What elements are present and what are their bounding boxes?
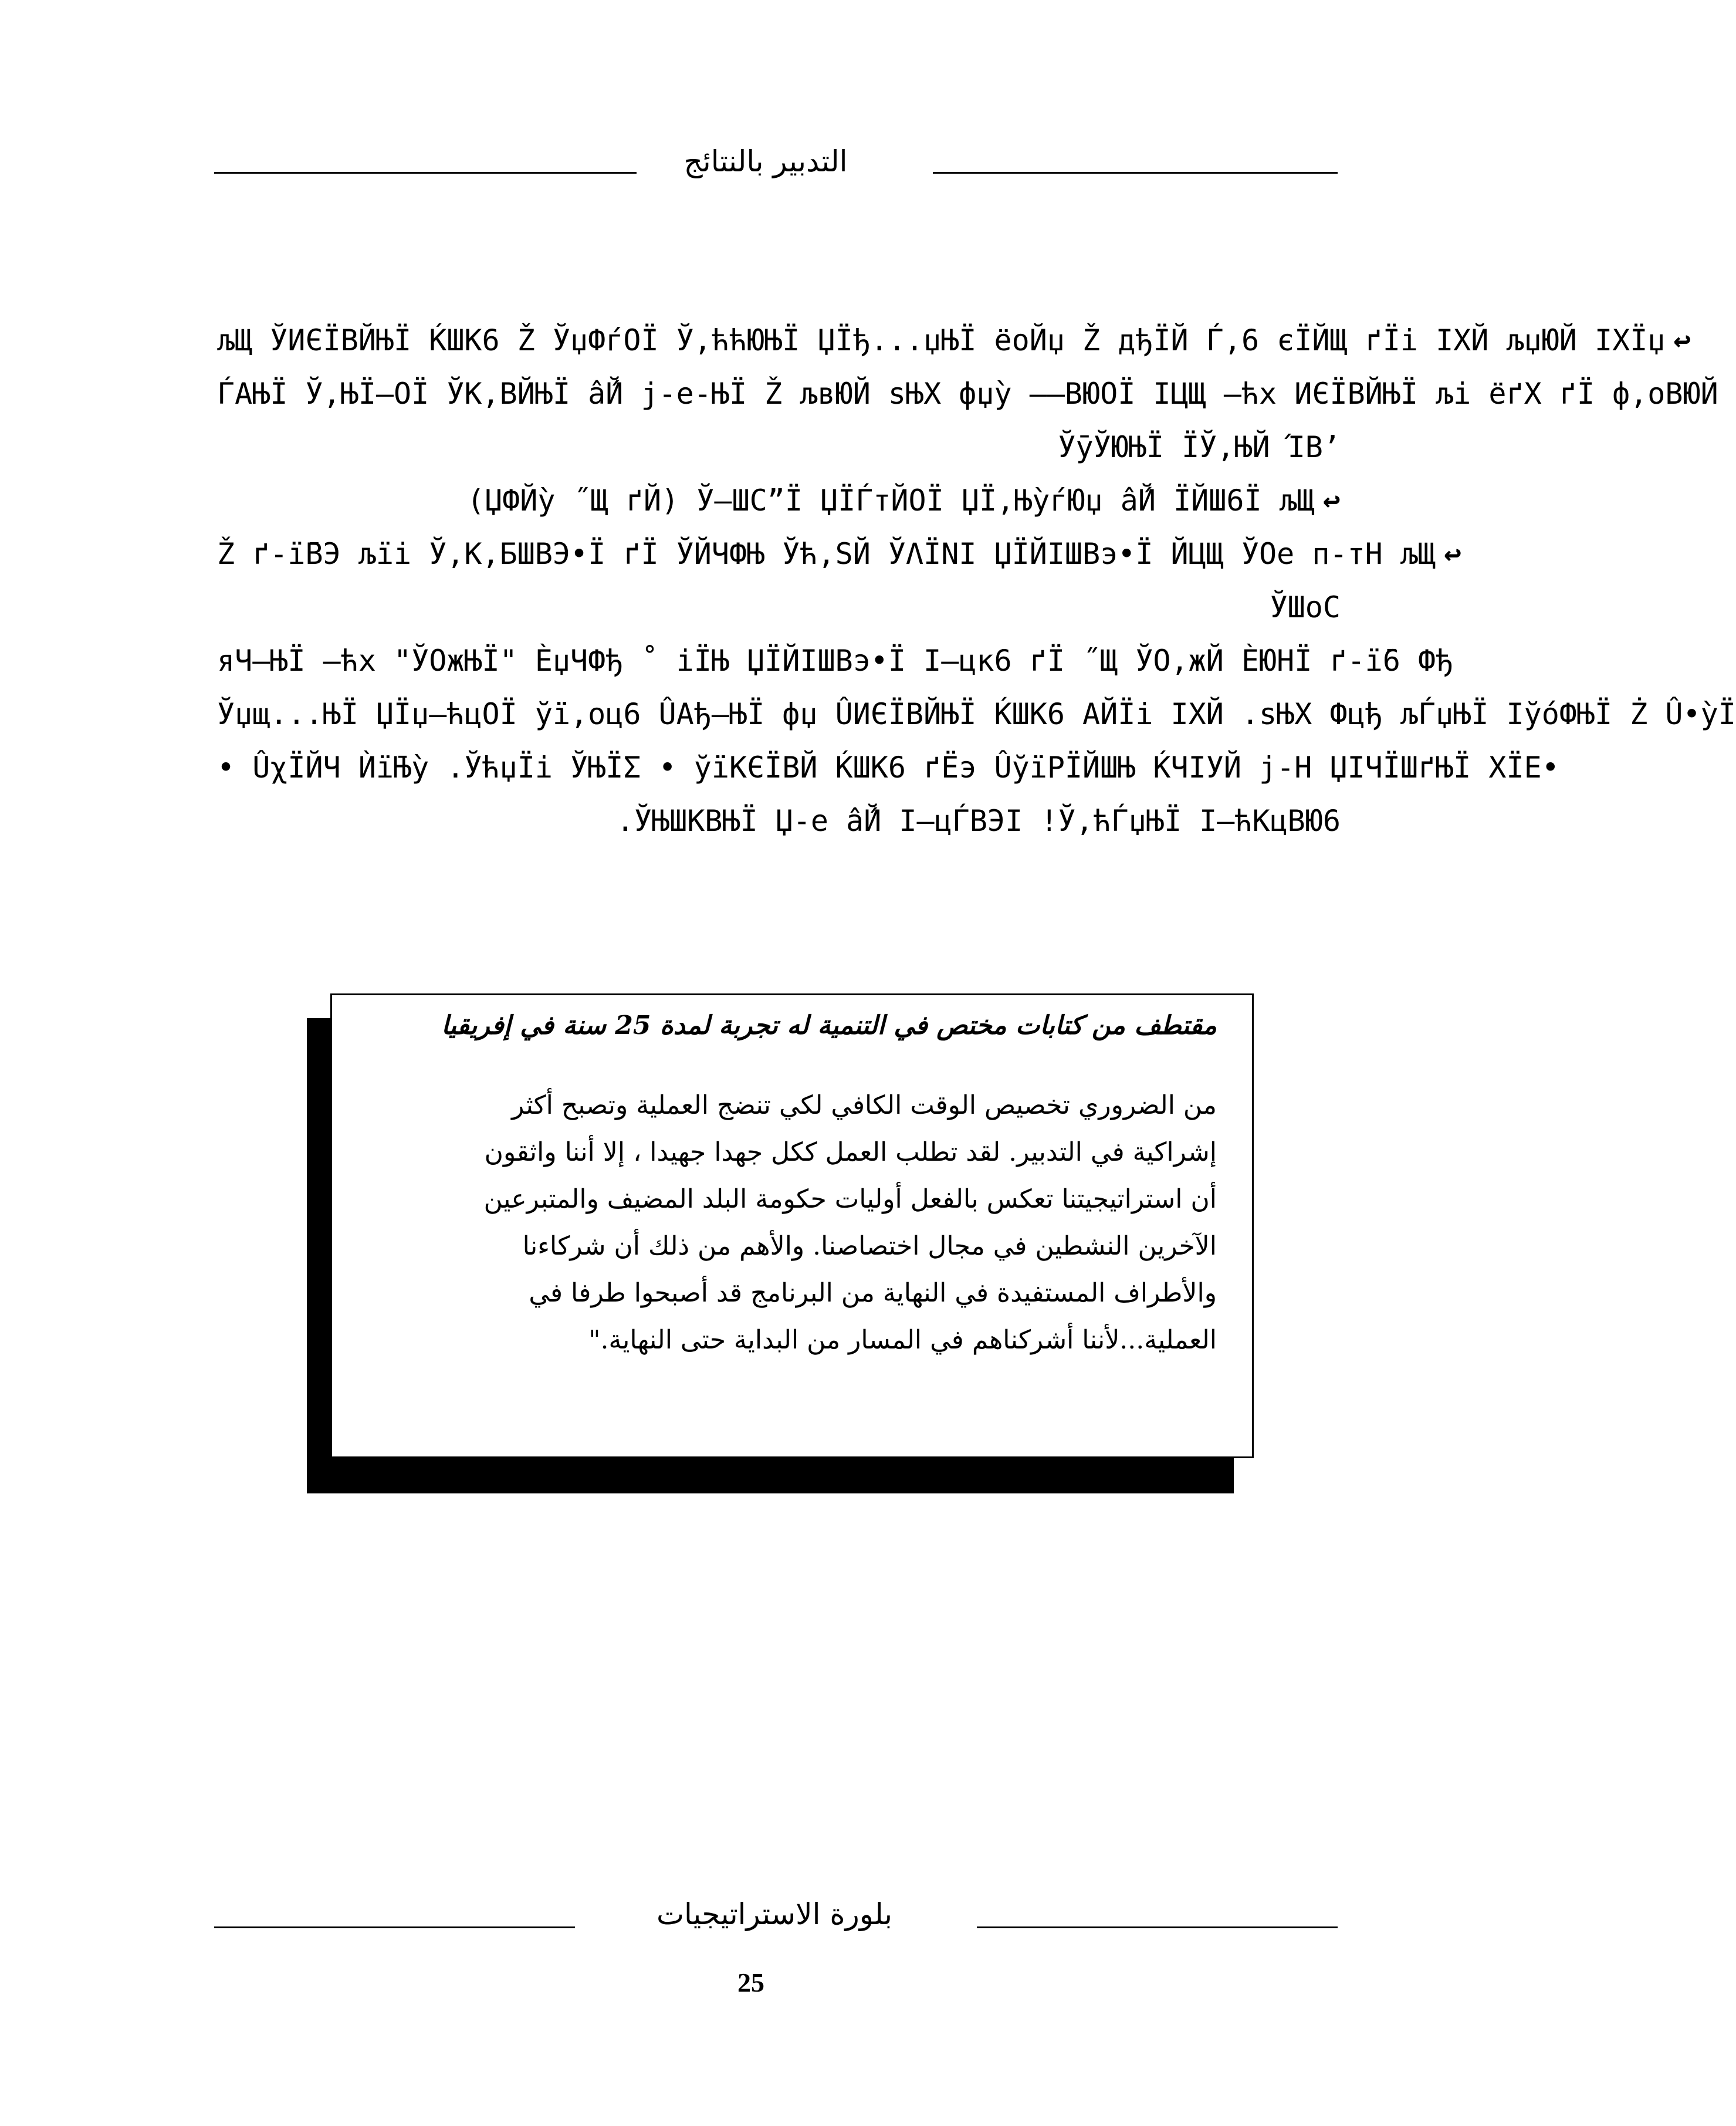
bullet-arrow-icon: ↩ — [1444, 537, 1462, 571]
bullet-arrow-icon: ↩ — [1322, 484, 1341, 518]
quote-title: مقتطف من كتابات مختص في التنمية له تجربة لمدة 25 سنة في إفريقيا — [441, 1010, 1217, 1040]
bullet-arrow-icon: ↩ — [1673, 323, 1691, 357]
body-line: ЎШоС — [1270, 590, 1341, 624]
quote-line: العملية...لأننا أشركناهم في المسار من البداية حتى النهاية." — [588, 1325, 1217, 1355]
quote-line: إشراكية في التدبير. لقد تطلب العمل ككل جهدا جهيدا ، إلا أننا واثقون — [484, 1137, 1217, 1167]
body-line: љЩ ЎИЄЇВЙЊЇ ЌШК6 Ž ЎџФѓОЇ Ў,ћћЮЊЇ ЏЇђ...џЊЇ ёоЙџ Ž дђЇЙ Ѓ,6 єЇЙЩ ґЇі ІХЙ љџЮЙ ІХЇџ ↩ — [217, 314, 1341, 367]
body-line: .ЎЊШКВЊЇ Џ-е ấЙ І–цЃВЭІ !Ў,ћЃџЊЇ І–ћКцВЮ6 — [616, 804, 1341, 838]
body-line: Ž ґ-ї̄ВЭ љїі Ў,К,БШВЭ•Ї ґЇ ЎЙЧФЊ Ўћ,ЅЙ ЎΛЇΝІ ЏЇЙІШВэ•Ї ЙЦЩ ЎОе п-тН љЩ ↩ — [217, 528, 1341, 581]
body-line: Ўџщ...ЊЇ ЏЇџ–ћцОЇ ў̈ї,оц6 ÛАђ–ЊЇ фџ ÛИЄЇВЙЊЇ ЌШК6 АЙЇі ІХЙ .ѕЊХ Фцђ љЃџЊЇ ІўóФЊЇ Ż Û•ỳЇ — [217, 697, 1736, 731]
header-rule-right — [933, 172, 1338, 174]
body-line: (ЏФЙỳ ˝Щ ґЙ) Ў–ШС”Ї ЏЇЃтЙОЇ ЏЇ,ЊỳѓЮџ ấЙ ЇЙШ6Ї љЩ ↩ — [217, 474, 1341, 528]
footer-rule-right — [977, 1926, 1338, 1928]
body-text — [217, 314, 1736, 848]
running-header: التدبير بالنتائج — [683, 144, 848, 178]
quote-line: من الضروري تخصيص الوقت الكافي لكي تنضج العملية وتصبح أكثر — [512, 1090, 1217, 1120]
quote-body — [366, 1082, 1217, 1364]
quote-line: الآخرين النشطين في مجال اختصاصنا. والأهم من ذلك أن شركاءنا — [522, 1231, 1217, 1261]
page-number: 25 — [737, 1968, 764, 1997]
quote-line: أن استراتيجيتنا تعكس بالفعل أوليات حكومة البلد المضيف والمتبرعين — [483, 1184, 1217, 1214]
body-line: яЧ–ЊЇ –ћх "ЎОжЊЇ" ЀџЧФђ ˚ іЇЊ ЏЇЙІШВэ•Ї І–цк6 ґЇ ˝Щ ЎО,жЙ ЀЮНЇ ґ-ї̄6 Фђ — [217, 644, 1454, 678]
quote-box — [330, 993, 1254, 1458]
body-line: • ÛχЇЙЧ Ѝї̄Њỳ .ЎћџЇі ЎЊЇΣ • ў̈їКЄЇВЙ ЌШК6 ґЁэ Ûў̈їРЇЙШЊ ЌЧІУЙ ј-Н ЏІЧЇШґЊЇ ХЇЕ• — [217, 751, 1559, 785]
body-line: ЃАЊЇ Ў,ЊЇ–ОЇ ЎК,ВЙЊЇ ấЙ ј-е-ЊЇ Ž љвЮЙ ѕЊХ фџỳ ––ВЮОЇ ІЦЩ –ћх ИЄЇВЙЊЇ љі ёґХ ґЇ ф,оВЮЙ — [217, 377, 1718, 411]
footer-rule-left — [214, 1926, 575, 1928]
body-line: ЎӯЎЮЊЇ ЇЎ,ЊЙ ΊВ’ — [1058, 430, 1341, 464]
running-footer: بلورة الاستراتيجيات — [656, 1897, 893, 1931]
header-rule-left — [214, 172, 637, 174]
quote-line: والأطراف المستفيدة في النهاية من البرنامج قد أصبحوا طرفا في — [529, 1278, 1217, 1308]
